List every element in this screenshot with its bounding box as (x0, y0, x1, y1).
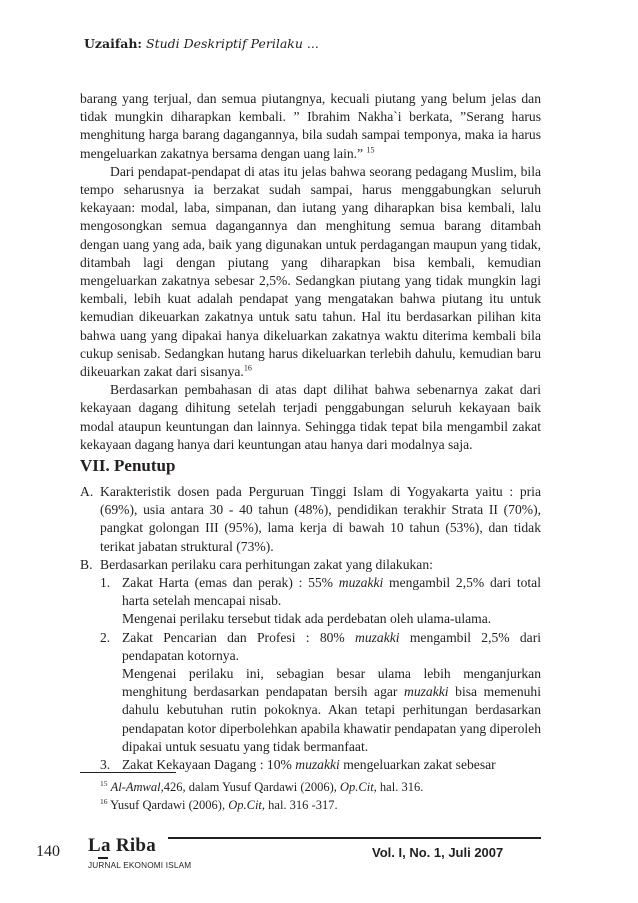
sub-item-text-part: mengeluarkan zakat sebesar (339, 757, 496, 773)
paragraph-2 (80, 163, 541, 381)
footnote-text: , hal. 316 -317. (261, 798, 338, 812)
list-marker: B. (80, 556, 93, 572)
sub-item-text-part: mengambil 2,5% dari pendapatan kotornya. (122, 629, 541, 663)
list-marker: A. (80, 484, 94, 499)
note-emphasis: muzakki (404, 684, 449, 700)
list-item-text: Karakteristik dosen pada Perguruan Tinggi Islam di Yogyakarta yaitu : pria (69%), usia antara 30 - 40 tahun (48%), pendidikan terakhir Strata II (70%), pangkat golongan III (95%), lama kerja di bawah 10 tahun (53%), dan tidak terikat jabatan struktural (73%). (100, 484, 541, 554)
sub-item-marker: 3. (100, 757, 111, 773)
note-text-part: bisa memenuhi dahulu kebutuhan rutin pokoknya. Akan tetapi perhitungan berdasarkan pendapatan kotor diperbolehkan apabila khawatir pendapatan yang diperoleh dipakai untuk sesuatu yang tidak bermanfaat. (122, 684, 542, 754)
list-item-b (80, 556, 541, 574)
footnote-text: , hal. 316. (373, 780, 424, 794)
footnote-number: 16 (100, 796, 108, 806)
sub-item-text-part: Zakat Harta (emas dan perak) : 55% (122, 575, 339, 591)
paragraph-3 (80, 381, 541, 454)
conclusion-list (80, 483, 541, 774)
paragraph-1 (80, 90, 541, 163)
running-head-author: Uzaifah: (84, 36, 143, 51)
sub-item-text (122, 756, 541, 774)
sub-item-2 (100, 629, 541, 665)
sub-item-1-note: Mengenai perilaku tersebut tidak ada perdebatan oleh ulama-ulama. (122, 611, 492, 627)
sub-item-marker: 1. (100, 575, 111, 591)
list-item-text: Berdasarkan perilaku cara perhitungan zakat yang dilakukan: (100, 556, 433, 572)
footnote-number: 15 (100, 778, 108, 788)
running-head-title: Studi Deskriptif Perilaku ... (146, 36, 319, 51)
paragraph-3-text: Berdasarkan pembahasan di atas dapt dilihat bahwa sebenarnya zakat dari kekayaan dagang dihitung setelah terjadi penggabungan seluruh kekayaan baik modal ataupun keuntungan dan lainnya. Sehingga tidak tepat bila mengambil zakat kekayaan dagang hanya dari keuntungan atau hanya dari modalnya saja. (80, 382, 541, 452)
sub-item-2-note (122, 665, 541, 756)
paragraph-1-text: barang yang terjual, dan semua piutangnya, kecuali piutang yang belum jelas dan tidak mungkin diharapkan kembali. ” Ibrahim Nakha`i berkata, ”Serang harus menghitung harga barang dagangannya, bila sudah sampai temponya, maka ia harus mengeluarkan zakatnya bersama dengan uang lain.” (80, 91, 541, 161)
sub-item-1 (100, 574, 541, 610)
footnote-text: Yusuf Qardawi (2006), (110, 798, 229, 812)
footer-divider (168, 837, 541, 839)
footnote-emphasis: Op.Cit (228, 798, 262, 812)
footnote-15 (100, 778, 540, 796)
section-heading: VII. Penutup (80, 456, 176, 475)
footnote-16 (100, 796, 540, 814)
sub-item-emphasis: muzakki (355, 629, 400, 645)
sub-item-text-part: mengambil 2,5% dari total harta setelah mencapai nisab. (122, 575, 541, 609)
running-head (84, 36, 319, 51)
sub-item-text-part: Zakat Kekayaan Dagang : 10% (122, 757, 296, 773)
list-item-a (80, 483, 541, 556)
footnote-emphasis: Op.Cit (339, 780, 374, 794)
page-number: 140 (36, 843, 60, 860)
note-text-part: Mengenai perilaku ini, sebagian besar ulama lebih menganjurkan menghitung berdasarkan pendapatan bersih agar (122, 666, 541, 700)
sub-item-text (122, 629, 541, 665)
logo-subtitle: JURNAL EKONOMI ISLAM (88, 861, 192, 870)
sub-item-text (122, 574, 541, 610)
paragraph-2-text: Dari pendapat-pendapat di atas itu jelas bahwa seorang pedagang Muslim, bila tempo seharusnya ia berzakat sudah sampai, harus menggabungkan seluruh kekayaan: modal, laba, simpanan, dan iutang yang diharapkan bisa kembali, lalu mengosongkan semua dagangannya dan menghitung semua barang ditambah dengan uang yang ada, baik yang digunakan untuk perdagangan maupun yang tidak, ditambah lagi dengan piutang yang diharapkan bisa kembali, kemudian mengeluarkan zakatnya sebesar 2,5%. Sedangkan piutang yang tidak mungkin lagi kembali, lebih kuat adalah pendapat yang mengatakan bahwa piutang itu untuk kemudian dikeuarkan zakatnya untuk satu tahun. Hal itu berdasarkan pilihan kita bahwa uang yang dipakai hanya dikeluarkan zakatnya waktu diterima kembali bila cukup senisab. Sedangkan hutang harus dikeluarkan terlebih dahulu, kemudian baru dikeuarkan zakat dari sisanya. (80, 163, 541, 380)
logo-underline (98, 857, 108, 859)
footnote-emphasis: Al-Amwal, (110, 780, 164, 794)
footnote-text: 426, dalam Yusuf Qardawi (2006), (163, 780, 340, 794)
sub-item-emphasis: muzakki (338, 575, 384, 591)
footnote-ref-15: 15 (366, 145, 375, 155)
journal-logo (84, 835, 194, 875)
sub-item-text-part: Zakat Pencarian dan Profesi : 80% (122, 629, 356, 645)
footnotes (100, 778, 540, 814)
footnote-divider (80, 772, 176, 773)
sub-item-marker: 2. (100, 629, 111, 645)
sub-item-emphasis: muzakki (295, 757, 340, 773)
footnote-ref-16: 16 (243, 363, 252, 373)
body-text (80, 90, 541, 454)
volume-info: Vol. I, No. 1, Juli 2007 (372, 845, 504, 860)
logo-name: La Riba (88, 835, 157, 856)
